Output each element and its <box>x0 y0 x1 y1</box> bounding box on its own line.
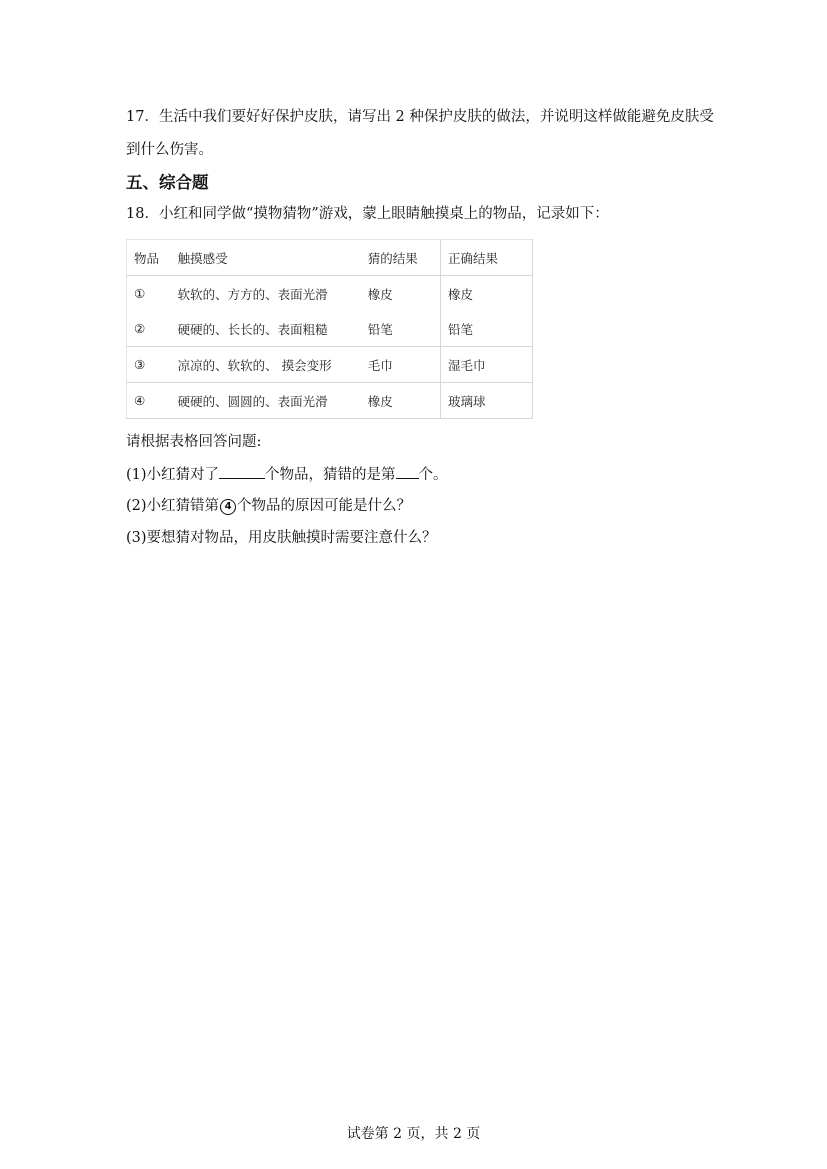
cell-feeling: 硬硬的、圆圆的、表面光滑 <box>171 383 361 419</box>
answer-blank-wrong-item[interactable] <box>396 464 419 479</box>
sub2-text-b: 个物品的原因可能是什么？ <box>237 498 412 514</box>
table-row <box>127 347 533 383</box>
sub1-text-a: (1)小红猜对了 <box>126 467 220 483</box>
header-item: 物品 <box>127 240 171 276</box>
cell-feeling: 凉凉的、软软的、 摸会变形 <box>171 347 361 383</box>
table-row <box>127 276 533 312</box>
answer-blank-count[interactable] <box>219 464 265 479</box>
sub1-text-b: 个物品，猜错的是第 <box>265 467 396 483</box>
header-guess: 猜的结果 <box>361 240 441 276</box>
cell-feeling: 硬硬的、长长的、表面粗糙 <box>177 321 328 337</box>
cell-item: ① <box>127 276 171 312</box>
table-row <box>127 311 533 347</box>
sub1-text-c: 个。 <box>418 467 448 483</box>
cell-guess: 毛巾 <box>361 347 441 383</box>
cell-correct: 铅笔 <box>441 311 533 347</box>
cell-item: ③ <box>127 347 171 383</box>
header-feeling: 触摸感受 <box>171 240 361 276</box>
page-footer: 试卷第 2 页，共 2 页 <box>346 1126 481 1142</box>
header-correct: 正确结果 <box>441 240 533 276</box>
cell-guess: 橡皮 <box>361 276 441 312</box>
circled-number-icon: 4 <box>220 499 236 515</box>
sub2-text-a: (2)小红猜错第 <box>126 498 220 514</box>
cell-correct: 橡皮 <box>441 276 533 312</box>
cell-correct: 玻璃球 <box>441 383 533 419</box>
q18-sub-question-3: (3)要想猜对物品，用皮肤触摸时需要注意什么？ <box>126 530 437 546</box>
cell-guess: 铅笔 <box>367 321 393 337</box>
section-title: 五、综合题 <box>126 173 209 192</box>
q18-sub-question-1 <box>126 464 448 485</box>
observation-table <box>126 239 533 419</box>
table-row <box>127 383 533 419</box>
table-header-row <box>127 240 533 276</box>
cell-feeling: 软软的、方方的、表面光滑 <box>171 276 361 312</box>
q18-intro: 18．小红和同学做“摸物猜物”游戏，蒙上眼睛触摸桌上的物品，记录如下： <box>126 206 609 222</box>
cell-guess: 橡皮 <box>361 383 441 419</box>
q18-sub-question-2 <box>126 496 411 516</box>
cell-item: ② <box>127 311 171 347</box>
cell-correct: 湿毛巾 <box>441 347 533 383</box>
q17-line-1: 17．生活中我们要好好保护皮肤，请写出 2 种保护皮肤的做法，并说明这样做能避免皮肤受 <box>126 109 714 125</box>
q18-prompt: 请根据表格回答问题: <box>126 434 262 450</box>
q17-line-2: 到什么伤害。 <box>126 142 213 158</box>
cell-item: ④ <box>127 383 171 419</box>
